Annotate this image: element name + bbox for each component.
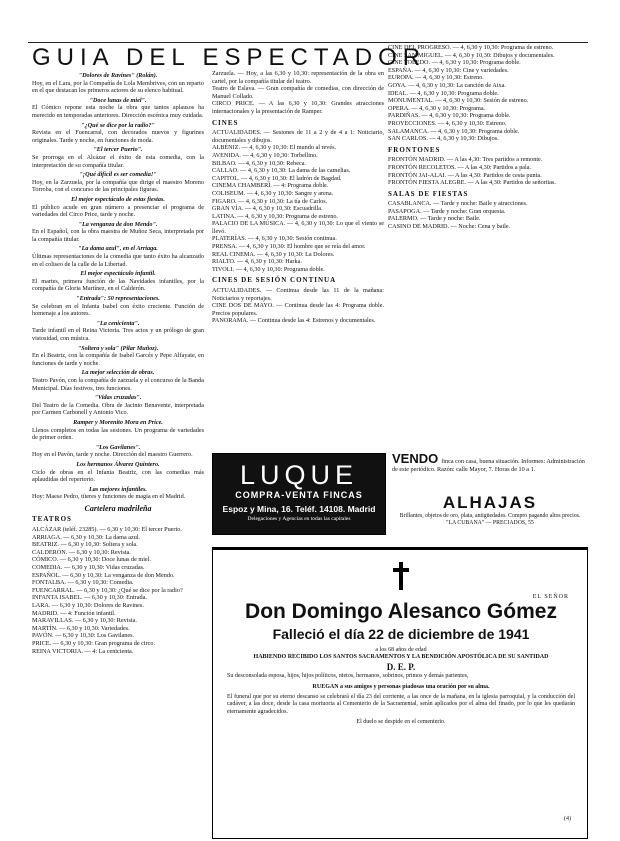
- teatro-listing: FONTALBA. — 6,30 y 10,30: Comedia.: [32, 579, 134, 587]
- item-paragraph: Teatro de Eslava. — Gran compañía de comedias, con dirección de Manuel Collado.: [212, 85, 384, 100]
- item-heading: "Entrada": 50 representaciones.: [76, 295, 160, 303]
- page-title: GUIA DEL ESPECTADOR: [32, 44, 427, 71]
- item-paragraph: AVENIDA. — 4, 6,30 y 10,30: Torbellino.: [212, 151, 318, 159]
- item-paragraph: CALLAO. — 4, 6,30 y 10,30: La dama de las camelias.: [212, 167, 351, 175]
- teatro-listing: BEATRIZ. — 6,30 y 10,30: Soltera y sola.: [32, 541, 138, 549]
- item-paragraph: CIRCO PRICE. — A las 6,30 y 10,30: Grandes atracciones internacionales y la presentación de Ramper.: [212, 100, 384, 115]
- item-heading: "¿Qué se dice por la radio?": [81, 121, 155, 129]
- teatros-label: TEATROS: [32, 515, 72, 524]
- teatro-listing: CALDERÓN. — 6,30 y 10,30: Revista.: [32, 548, 131, 556]
- obituary-sacraments: HABIENDO RECIBIDO LOS SANTOS SACRAMENTOS Y LA BENDICIÓN APOSTÓLICA DE SU SANTIDAD: [253, 654, 549, 661]
- item-paragraph: MONUMENTAL. — 4, 6,30 y 10,30: Sesión de estreno.: [388, 97, 529, 105]
- item-paragraph: COLISEUM. — 4, 6,30 y 10,30: Sangre y arena.: [212, 189, 334, 197]
- item-paragraph: CINE TOLEDO. — 4, 6,30 y 10,30: Programa doble.: [388, 59, 521, 67]
- ad-luque-line3: Delegaciones y Agencias en todas las capitales: [247, 516, 351, 522]
- section-heading: FRONTONES: [388, 145, 441, 154]
- ad-vendo-text: finca con casa, buena situación. Informes: Administración de este periódico. Razón: calle Mayor, 7. Horas de 10 a 1.: [392, 458, 585, 473]
- ad-luque-brand: LUQUE: [239, 460, 359, 490]
- item-paragraph: SALAMANCA. — 4, 6,30 y 10,30: Programa doble.: [388, 127, 520, 135]
- teatro-listing: CÓMICO. — 6,30 y 10,30: Doce lunas de miel.: [32, 556, 151, 564]
- item-heading: Los hermanos Álvarez Quintero.: [76, 460, 160, 468]
- item-heading: "Los Gavilanes".: [95, 443, 141, 451]
- teatro-listing: MADRID. — 4: Función infantil.: [32, 609, 116, 617]
- item-paragraph: CINE SAN MIGUEL. — 4, 6,30 y 10,30: Dibujos y documentales.: [388, 51, 555, 59]
- item-paragraph: CAPITOL. — 4, 6,30 y 10,30: El ladrón de Bagdad.: [212, 174, 342, 182]
- obituary-body: [227, 647, 575, 727]
- column-1: [32, 70, 204, 810]
- section-heading: SALAS DE FIESTAS: [388, 189, 469, 198]
- teatro-listing: PAVÓN. — 6,30 y 10,30: Los Gavilanes.: [32, 632, 135, 640]
- obituary-notice: [212, 547, 588, 839]
- item-paragraph: Hoy en el Pavón, tarde y noche. Dirección del maestro Guerrero.: [32, 451, 193, 459]
- item-heading: "Dolores de Ravines" (Rolán).: [78, 72, 158, 79]
- teatro-listing: COMEDIA. — 6,30 y 10,30: Vidas cruzadas.: [32, 564, 145, 572]
- obituary-dep: D. E. P.: [386, 661, 416, 672]
- section-heading: CINES: [212, 118, 239, 127]
- item-paragraph: RIALTO. — 4, 6,30 y 10,30: Harka.: [212, 258, 302, 266]
- item-paragraph: TIVOLI. — 4, 6,30 y 10,30: Programa doble.: [212, 265, 325, 273]
- item-heading: "¡Qué difícil es ser comedia!": [79, 171, 157, 179]
- item-heading: "Soltera y sola" (Pilar Muñoz).: [77, 344, 159, 352]
- teatro-listing: MARTÍN. — 6,30 y 10,30: Variedades.: [32, 624, 130, 632]
- item-paragraph: CINE DOS DE MAYO. — Continua desde las 4: Programa doble. Precios populares.: [212, 302, 384, 317]
- item-paragraph: Últimas representaciones de la comedia que tanto éxito ha alcanzado en el coliseo de la calle de la Libertad.: [32, 253, 204, 268]
- header-rule: [28, 42, 588, 43]
- item-heading: "Doce lunas de miel".: [89, 96, 147, 104]
- item-heading: La mejor selección de obras.: [81, 369, 155, 377]
- ad-vendo-heading: VENDO: [392, 451, 439, 466]
- item-paragraph: SAN CARLOS. — 4, 6,30 y 10,30: Dibujos.: [388, 135, 499, 143]
- item-paragraph: ESPAÑA. — 4, 6,30 y 10,30: Cine y variedades.: [388, 66, 509, 74]
- item-paragraph: OPERA. — 4, 6,30 y 10,30: Programa.: [388, 104, 486, 112]
- teatro-listing: MARAVILLAS. — 6,30 y 10,30: Revista.: [32, 617, 137, 625]
- obituary-request: RUEGAN a sus amigos y personas piadosas una oración por su alma.: [312, 683, 490, 690]
- item-paragraph: Tarde infantil en el Reina Victoria. Tres actos y un prólogo de gran vistosidad, con música.: [32, 327, 204, 342]
- column-2-items: [212, 70, 384, 325]
- teatro-listing: REINA VICTORIA. — 4: La cenicienta.: [32, 647, 134, 655]
- item-paragraph: Se celebran en el Infanta Isabel con éxito creciente. Función de homenaje a los autores.: [32, 302, 204, 318]
- section-heading: CINES DE SESIÓN CONTINUA: [212, 276, 337, 285]
- item-paragraph: PROYECCIONES. — 4, 6,30 y 10,30: Estreno.: [388, 119, 507, 127]
- item-paragraph: En el Español, con la obra maestra de Muñoz Seca, interpretada por la compañía titular.: [32, 228, 204, 243]
- ad-vendo: [392, 451, 588, 490]
- obituary-age: a los 68 años de edad: [375, 647, 427, 653]
- item-paragraph: En el Beatriz, con la compañía de Isabel Garcés y Pepe Alfayate, en funciones de tarde y noche.: [32, 352, 204, 367]
- teatro-listing: ALCÁZAR (teléf. 23285). — 6,30 y 10,30: El tercer Puerto.: [32, 526, 182, 534]
- item-paragraph: REAL CINEMA. — 4, 6,30 y 10,30: La Dolores.: [212, 250, 335, 258]
- item-paragraph: Teatro Pavón, con la compañía de zarzuela y el concurso de la Banda Municipal. Días festivos, tres funciones.: [32, 376, 204, 392]
- teatro-listing: PRICE. — 6,30 y 10,30: Gran programa de circo.: [32, 639, 156, 647]
- item-paragraph: GRAN VÍA. — 4, 6,30 y 10,30: Escuadrilla.: [212, 205, 323, 213]
- item-paragraph: PALERMO. — Tarde y noche: Baile.: [388, 215, 481, 223]
- item-paragraph: ALBÉNIZ. — 4, 6,30 y 10,30: El mundo al revés.: [212, 144, 337, 152]
- item-paragraph: PLATERÍAS. — 4, 6,30 y 10,30: Sesión continua.: [212, 235, 337, 243]
- item-heading: El mejor espectáculo infantil.: [80, 270, 156, 278]
- item-paragraph: Llenos completos en todas las sesiones. Un programa de variedades de primer orden.: [32, 426, 204, 442]
- item-paragraph: PARDIÑAS. — 4, 6,30 y 10,30: Programa doble.: [388, 112, 511, 120]
- item-paragraph: Zarzuela. — Hoy, a las 6,30 y 10,30: representación de la obra en cartel, por la compañía titular del teatro.: [212, 70, 384, 85]
- item-paragraph: PASAPOGA. — Tarde y noche: Gran orquesta.: [388, 207, 506, 215]
- item-paragraph: CASABLANCA. — Tarde y noche: Baile y atracciones.: [388, 200, 528, 208]
- item-paragraph: BILBAO. — 4, 6,30 y 10,30: Rebeca.: [212, 159, 307, 167]
- item-paragraph: CINE DEL PROGRESO. — 4, 6,30 y 10,30: Programa de estreno.: [388, 44, 554, 51]
- teatros-list: [32, 526, 204, 655]
- item-paragraph: FRONTÓN MADRID. — A las 4,30: Tres partidos a remonte.: [388, 156, 543, 164]
- item-paragraph: El Cómico repone esta noche la obra que tantos aplausos ha merecido en temporadas anteriores. Dirección escénica muy cuidada.: [32, 104, 204, 119]
- obituary-date: Falleció el día 22 de diciembre de 1941: [272, 626, 530, 642]
- teatro-listing: ESPAÑOL. — 6,30 y 10,30: La venganza de don Mendo.: [32, 571, 175, 579]
- item-heading: "Vidas cruzadas".: [94, 394, 142, 402]
- ad-luque-line1: COMPRA-VENTA FINCAS: [235, 490, 363, 500]
- item-paragraph: FIGARO. — 4, 6,30 y 10,30: La tía de Carlos.: [212, 197, 328, 205]
- item-paragraph: Del Teatro de la Comedia. Obra de Jacinto Benavente, interpretada por Carmen Carbonell y Antonio Vico.: [32, 401, 204, 417]
- item-paragraph: GOYA. — 4, 6,30 y 10,30: La canción de Aixa.: [388, 81, 506, 89]
- item-heading: "La venganza de don Mendo".: [78, 220, 158, 228]
- item-heading: "El tercer Puerto".: [93, 146, 143, 154]
- column-1-items: [32, 72, 204, 501]
- ad-luque: [212, 453, 386, 535]
- item-heading: "La cenicienta".: [96, 319, 140, 327]
- item-paragraph: Revista en el Fuencarral, con decorados nuevos y figurines originales. Tarde y noche, en funciones de moda.: [32, 129, 204, 144]
- item-paragraph: CINEMA CHAMBERÍ. — 4: Programa doble.: [212, 182, 329, 190]
- item-paragraph: FRONTÓN JAI-ALAI. — A las 4,30: Partidos de cesta punta.: [388, 171, 542, 179]
- item-paragraph: Hoy, en el Lara, por la Compañía de Lola Membrives, con un reparto en el que destacan los primeros actores de su elenco habitual.: [32, 79, 204, 95]
- item-paragraph: EUROPA. — 4, 6,30 y 10,30: Estreno.: [388, 74, 484, 82]
- teatro-listing: FUENCARRAL. — 6,30 y 10,30: ¿Qué se dice por la radio?: [32, 586, 183, 594]
- item-paragraph: PANORAMA. — Continua desde las 4: Estrenos y documentales.: [212, 317, 376, 325]
- cross-icon: [391, 562, 411, 590]
- obituary-number: (4): [564, 816, 571, 822]
- teatro-listing: INFANTA ISABEL. — 6,30 y 10,30: Entrada.: [32, 594, 147, 602]
- item-heading: Las mejores infantiles.: [89, 485, 147, 493]
- item-heading: El mejor espectáculo de estas fiestas.: [71, 195, 165, 203]
- item-paragraph: FRONTÓN RECOLETOS. — A las 4,30: Partidos a pala.: [388, 163, 532, 171]
- ad-alhajas: [392, 493, 588, 537]
- teatro-listing: LARA. — 6,30 y 10,30: Dolores de Ravines.: [32, 602, 144, 609]
- obituary-duel: El duelo se despide en el cementerio.: [356, 719, 446, 726]
- column-2: [212, 70, 384, 382]
- item-paragraph: El público acude en gran número a presenciar el programa de variedades del Circo Price, tarde y noche.: [32, 203, 204, 219]
- column-3-items: [388, 44, 588, 231]
- teatro-listing: ARRIAGA. — 6,30 y 10,30: La dama azul.: [32, 533, 141, 541]
- item-paragraph: Hoy, en la Zarzuela, por la compañía que dirige el maestro Moreno Torroba, con el concurso de las principales figuras.: [32, 178, 204, 194]
- ad-alhajas-footer: "LA CUBANA" — PRECIADOS, 55: [446, 520, 534, 526]
- obituary-label: EL SEÑOR: [532, 594, 569, 600]
- cartelera-title: Cartelera madrileña: [84, 503, 152, 513]
- item-paragraph: Se prorroga en el Alcázar el éxito de esta comedia, con la interpretación de su compañía titular.: [32, 153, 204, 169]
- item-paragraph: FRONTÓN FIESTA ALEGRE. — A las 4,30: Partidos de señoritas.: [388, 179, 556, 187]
- ad-luque-line2: Espoz y Mina, 16. Teléf. 14108. Madrid: [222, 504, 376, 514]
- obituary-funeral: El funeral que por su eterno descanso se celebrará el día 23 del corriente, a las once de la mañana, en la iglesia parroquial, y la conducción del cadáver, a las doce, desde la casa mortuoria al Cementerio de la Sacramental, serán aplicados por el alma del finado, por lo que les quedarán eternamente agradecidos.: [227, 694, 575, 715]
- obituary-name: Don Domingo Alesanco Gómez: [245, 600, 557, 623]
- column-3: [388, 44, 588, 444]
- ad-alhajas-heading: ALHAJAS: [442, 493, 538, 512]
- ad-alhajas-text: Brillantes, objetos de oro, plata, antigüedades. Compro pagando altos precios.: [399, 513, 581, 519]
- item-paragraph: ACTUALIDADES. — Sesiones de 11 a 2 y de 4 a 1: Noticiario, documentales y dibujos.: [212, 129, 384, 144]
- item-paragraph: Hoy: Maese Pedro, títeres y funciones de magia en el Madrid.: [32, 493, 186, 501]
- item-paragraph: ACTUALIDADES. — Continua desde las 11 de la mañana: Noticiarios y reportajes.: [212, 287, 384, 302]
- item-paragraph: Ciclo de obras en el Infanta Beatriz, con las comedias más aplaudidas del repertorio.: [32, 468, 204, 484]
- item-paragraph: CASINO DE MADRID. — Noche: Cena y baile.: [388, 223, 511, 231]
- item-heading: "La dama azul", en el Arriaga.: [78, 245, 158, 253]
- item-heading: Ramper y Morenito Mora en Price.: [73, 418, 163, 426]
- item-paragraph: PALACIO DE LA MÚSICA. — 4, 6,30 y 10,30: Lo que el viento se llevó.: [212, 220, 384, 235]
- item-paragraph: El martes, primera función de las Navidades infantiles, por la compañía de Gloria Martínez, en el Calderón.: [32, 277, 204, 293]
- item-paragraph: IDEAL. — 4, 6,30 y 10,30: Programa doble.: [388, 89, 499, 97]
- item-paragraph: LATINA. — 4, 6,30 y 10,30: Programa de estreno.: [212, 212, 338, 220]
- item-paragraph: PRENSA. — 4, 6,30 y 10,30: El hombre que se reía del amor.: [212, 243, 366, 251]
- obituary-family: Su desconsolada esposa, hijos, hijos políticos, nietos, hermanos, sobrinos, primos y demás parientes,: [227, 673, 469, 680]
